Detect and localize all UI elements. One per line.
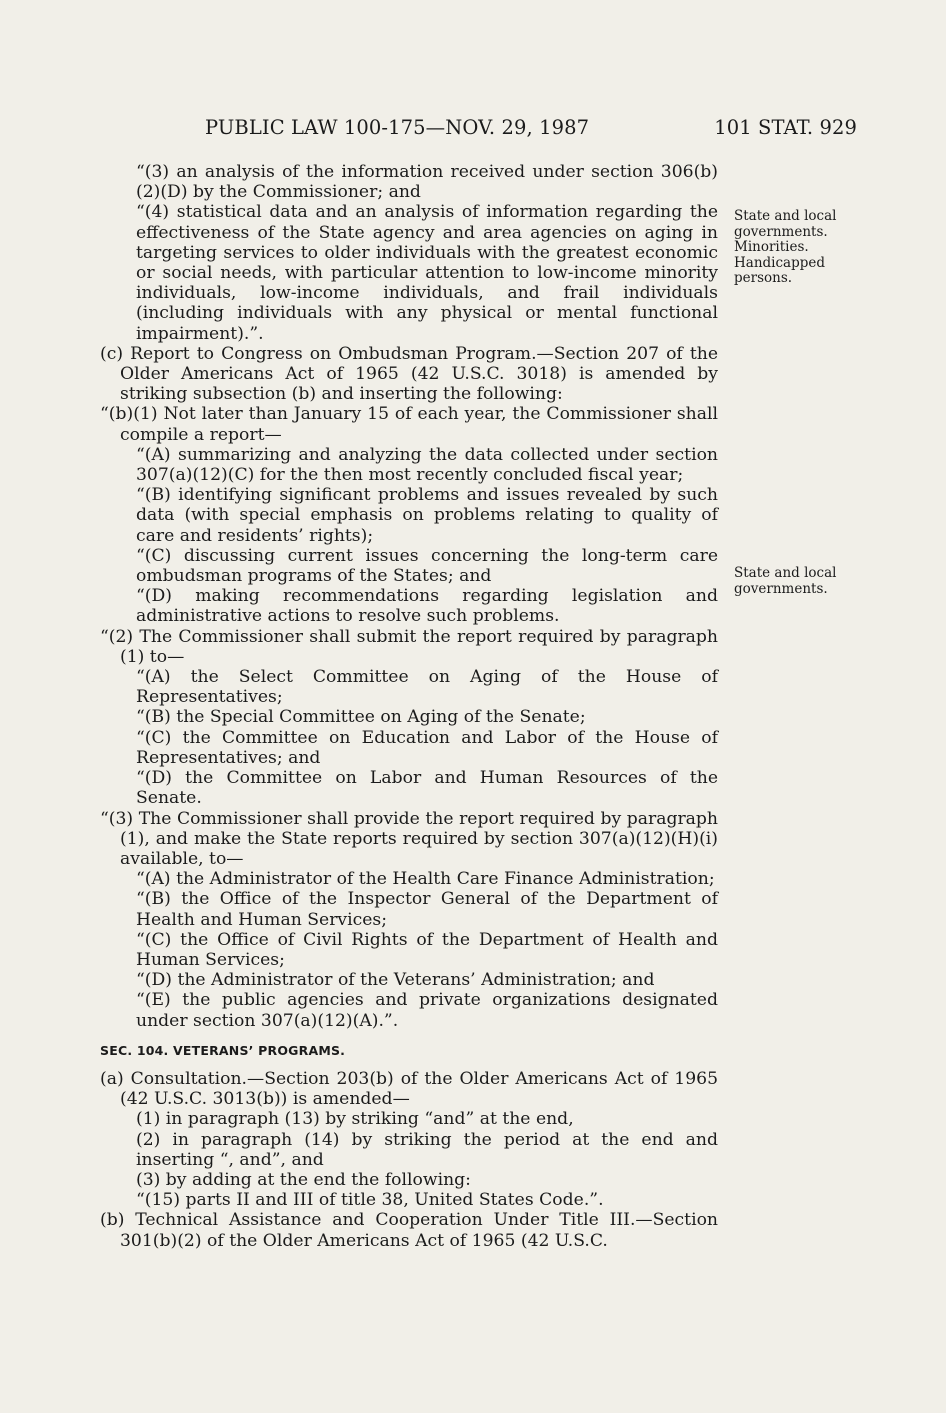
paragraph: “(4) statistical data and an analysis of information regarding the effectiveness of the State agency and area agencies on aging in targeting services to older individuals with the greatest economic or social needs, with particular attention to low-income minority individuals, low-income individuals, and frail individuals (including individuals with any physical or mental functional impairment).”. — [136, 202, 718, 344]
paragraph: “(D) the Committee on Labor and Human Resources of the Senate. — [136, 768, 718, 809]
paragraph: “(B) identifying significant problems and issues revealed by such data (with special emphasis on problems relating to quality of care and residents’ rights); — [136, 485, 718, 546]
section-heading: SEC. 104. VETERANS’ PROGRAMS. — [100, 1042, 346, 1058]
paragraph: “(2) The Commissioner shall submit the report required by paragraph (1) to— — [100, 626, 718, 667]
paragraph-consultation: (a) Consultation.—Section 203(b) of the Older Americans Act of 1965 (42 U.S.C. 3013(b)) is amended— — [100, 1068, 718, 1110]
paragraph: “(A) summarizing and analyzing the data collected under section 307(a)(12)(C) for the then most recently concluded fiscal year; — [136, 444, 718, 486]
paragraph: “(E) the public agencies and private organizations designated under section 307(a)(12)(A).”. — [136, 990, 718, 1031]
header-page-number: 101 STAT. 929 — [714, 116, 857, 139]
paragraph: “(15) parts II and III of title 38, United States Code.”. — [136, 1190, 604, 1211]
paragraph: “(A) the Administrator of the Health Care Finance Administration; — [136, 869, 715, 890]
margin-note-1: State and local governments. Minorities. Handicapped persons. — [734, 208, 837, 286]
paragraph: (1) in paragraph (13) by striking “and” at the end, — [136, 1109, 574, 1130]
paragraph: “(3) an analysis of the information received under section 306(b)(2)(D) by the Commissioner; and — [136, 162, 718, 203]
paragraph: “(C) the Committee on Education and Labor of the House of Representatives; and — [136, 727, 718, 768]
document-body — [100, 162, 718, 1251]
paragraph: (3) by adding at the end the following: — [136, 1169, 471, 1190]
paragraph: “(C) discussing current issues concerning the long-term care ombudsman programs of the States; and — [136, 545, 718, 587]
paragraph: “(A) the Select Committee on Aging of the House of Representatives; — [136, 667, 718, 708]
paragraph: “(D) making recommendations regarding legislation and administrative actions to resolve such problems. — [136, 586, 718, 627]
margin-note-2: State and local governments. — [734, 565, 837, 597]
paragraph: “(3) The Commissioner shall provide the report required by paragraph (1), and make the State reports required by section 307(a)(12)(H)(i) available, to— — [100, 808, 718, 869]
paragraph-technical-assistance: (b) Technical Assistance and Cooperation Under Title III.—Section 301(b)(2) of the Older Americans Act of 1965 (42 U.S.C. — [100, 1210, 718, 1251]
paragraph: “(B) the Office of the Inspector General of the Department of Health and Human Services; — [136, 889, 718, 930]
paragraph: “(B) the Special Committee on Aging of the Senate; — [136, 707, 586, 728]
paragraph-report-to-congress: (c) Report to Congress on Ombudsman Program.—Section 207 of the Older Americans Act of 1965 (42 U.S.C. 3018) is amended by striking subsection (b) and inserting the following: — [100, 343, 718, 405]
paragraph: “(C) the Office of Civil Rights of the Department of Health and Human Services; — [136, 929, 718, 970]
paragraph: (2) in paragraph (14) by striking the period at the end and inserting “, and”, and — [136, 1129, 718, 1170]
page-header — [205, 116, 857, 146]
paragraph: “(b)(1) Not later than January 15 of each year, the Commissioner shall compile a report— — [100, 404, 718, 445]
header-citation: PUBLIC LAW 100-175—NOV. 29, 1987 — [205, 116, 590, 139]
paragraph: “(D) the Administrator of the Veterans’ Administration; and — [136, 970, 655, 991]
